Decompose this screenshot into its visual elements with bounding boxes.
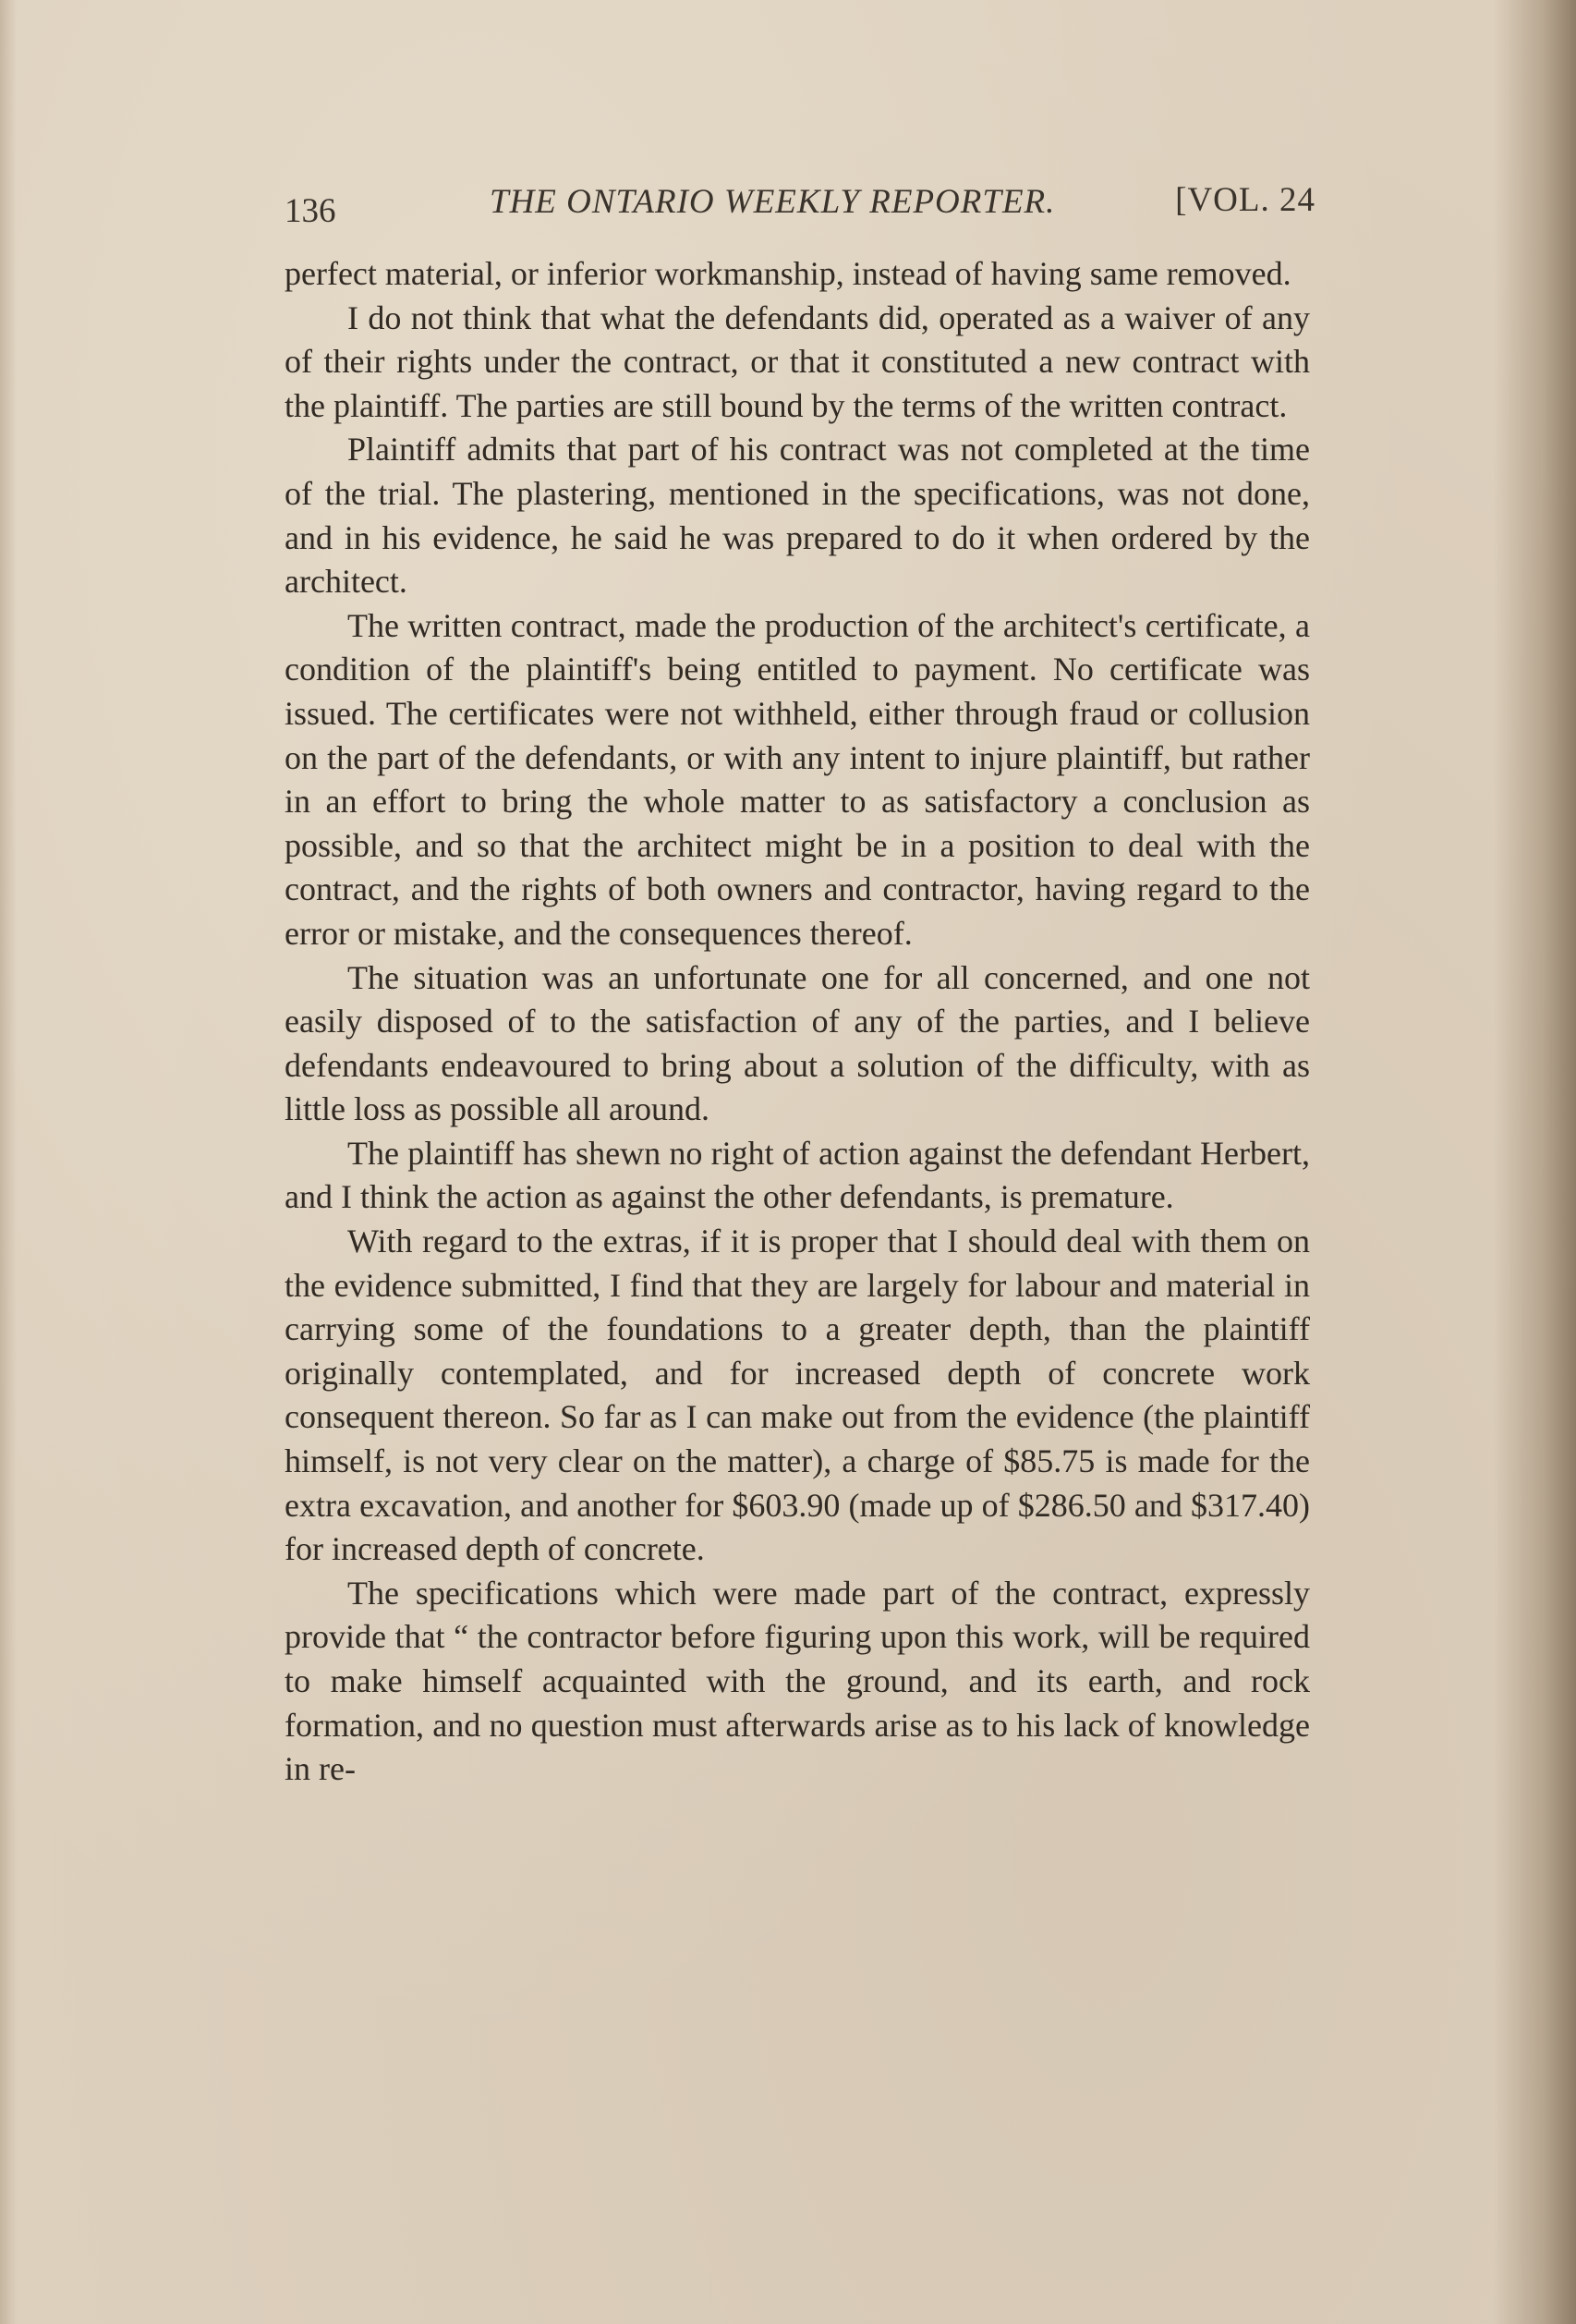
page-left-edge [0, 0, 17, 2324]
journal-title: THE ONTARIO WEEKLY REPORTER. [490, 183, 1056, 221]
paragraph: I do not think that what the defendants did, operated as a waiver of any of their rights under the contract, or that it constituted a new contract with the plaintiff. The parties are still bound by the terms of the written contract. [285, 298, 1310, 424]
paragraph: The written contract, made the production of the architect's certificate, a condition of the plaintiff's being entitled to payment. No certificate was issued. The certificates were not withheld, either through fraud or collusion on the part of the defendants, or with any intent to injure plaintiff, but rather in an effort to bring the whole matter to as satisfactory a conclusion as possible, and so that the architect might be in a position to deal with the contract, and the rights of both owners and contractor, having regard to the error or mistake, and the consequences thereof. [285, 606, 1310, 952]
page-number: 136 [285, 192, 336, 230]
running-header [285, 180, 1315, 236]
paragraph: Plaintiff admits that part of his contract was not completed at the time of the trial. The plastering, mentioned in the specifications, was not done, and in his evidence, he said he was prepared to do it when ordered by the architect. [285, 431, 1310, 601]
paragraph: perfect material, or inferior workmanship, instead of having same removed. [285, 255, 1291, 292]
paragraph: With regard to the extras, if it is proper that I should deal with them on the evidence submitted, I find that they are largely for labour and material in carrying some of the foundations to a greater depth, than the plaintiff originally contemplated, and for increased depth of concrete work consequent thereon. So far as I can make out from the evidence (the plaintiff himself, is not very clear on the matter), a charge of $85.75 is made for the extra excavation, and another for $603.90 (made up of $286.50 and $317.40) for increased depth of concrete. [285, 1223, 1310, 1568]
paragraph: The situation was an unfortunate one for all concerned, and one not easily disposed of to the satisfaction of any of the parties, and I believe defendants endeavoured to bring about a solution of the difficulty, with as little loss as possible all around. [285, 958, 1310, 1128]
page-gutter-shadow [1493, 0, 1576, 2324]
paragraph: The specifications which were made part of the contract, expressly provide that “ the contractor before figuring upon this work, will be required to make himself acquainted with the ground, and its earth, and rock formation, and no question must afterwards arise as to his lack of knowledge in re- [285, 1574, 1310, 1788]
book-page [285, 180, 1315, 1792]
paragraph: The plaintiff has shewn no right of action against the defendant Herbert, and I think the action as against the other defendants, is premature. [285, 1134, 1310, 1216]
volume-label: [VOL. 24 [1175, 181, 1315, 219]
body-text [285, 252, 1310, 1792]
